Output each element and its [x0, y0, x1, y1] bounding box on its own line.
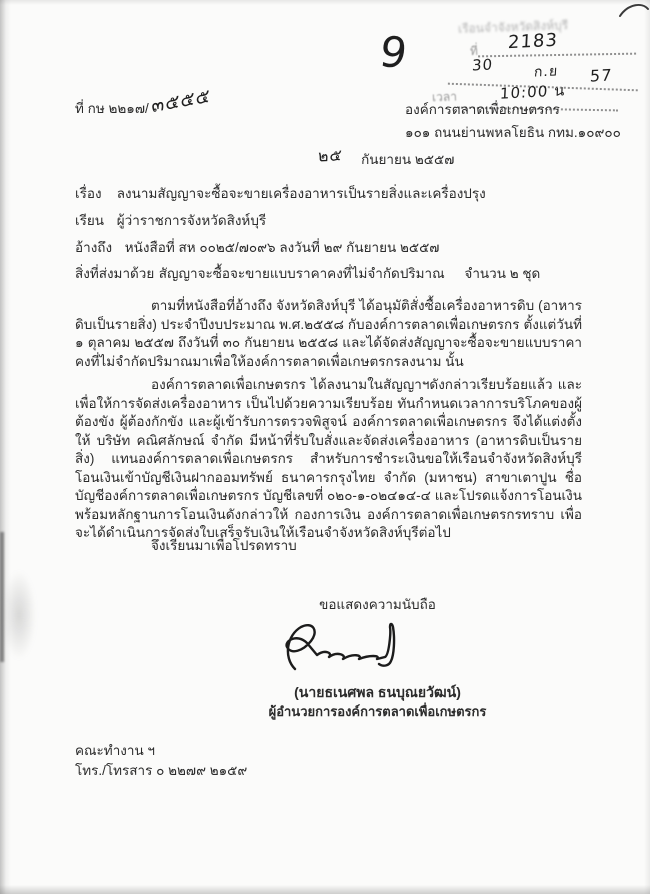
- enclosure-value: สัญญาจะซื้อจะขายแบบราคาคงที่ไม่จำกัดปริมาณ: [158, 266, 445, 281]
- org-name: องค์การตลาดเพื่อเกษตรกร: [405, 102, 560, 117]
- stamp-date-month: ก.ย: [533, 63, 559, 81]
- scan-shadow-left: [0, 0, 11, 894]
- sender-block: [405, 101, 621, 142]
- body-paragraph-1: ตามที่หนังสือที่อ้างถึง จังหวัดสิงห์บุรี ได้อนุมัติสั่งซื้อเครื่องอาหารดิบ (อาหารดิบเป็นรายสิ่ง) ประจำปีงบประมาณ พ.ศ.๒๕๕๘ กับองค์การตลาดเพื่อเกษตรกร ตั้งแต่วันที่ ๑ ตุลาคม ๒๕๕๗ ถึงวันที่ ๓๐ กันยายน ๒๕๕๘ และได้จัดส่งสัญญาจะซื้อจะขายแบบราคาคงที่ไม่จำกัดปริมาณมาเพื่อให้องค์การตลาดเพื่อเกษตรกรลงนาม นั้น: [75, 298, 582, 369]
- ref-no-line: [75, 84, 211, 118]
- stamp-no-value: 2183: [507, 29, 559, 54]
- scan-smudge: [2, 570, 36, 660]
- stamp-time-value: 10:00 น: [499, 81, 566, 103]
- page-mark-handwritten: 9: [376, 27, 412, 78]
- subject-value: ลงนามสัญญาจะซื้อจะขายเครื่องอาหารเป็นรายสิ่งและเครื่องปรุง: [116, 186, 486, 201]
- signer-name: (นายธเนศพล ธนบุณยวัฒน์): [294, 684, 461, 700]
- scan-shadow-right: [644, 0, 650, 894]
- reference-line: [75, 239, 439, 257]
- letter-date-line: [318, 147, 454, 172]
- reference-value: หนังสือที่ สห ๐๐๒๕/๗๐๙๖ ลงวันที่ ๒๙ กันยายน ๒๕๕๗: [124, 240, 440, 255]
- ref-no-printed: ที่ กษ ๒๒๑๗/: [75, 101, 149, 116]
- enclosure-count: จำนวน ๒ ชุด: [464, 266, 541, 281]
- org-address: ๑๐๑ ถนนย่านพหลโยธิน กทม.๑๐๙๐๐: [405, 125, 621, 140]
- signer-title: ผู้อำนวยการองค์การตลาดเพื่อเกษตรกร: [268, 704, 487, 719]
- stamp-time-label: เวลา: [431, 89, 458, 105]
- date-day-handwritten: ๒๕: [317, 145, 344, 166]
- to-label: เรียน: [75, 213, 105, 228]
- signature-block: [255, 596, 500, 721]
- to-line: [75, 212, 266, 230]
- salutation: ขอแสดงความนับถือ: [319, 597, 436, 612]
- scan-shadow-bottom: [0, 885, 650, 894]
- enclosure-line: [75, 265, 540, 283]
- subject-line: [75, 185, 486, 203]
- scan-shadow-top: [0, 0, 650, 5]
- subject-label: เรื่อง: [75, 186, 102, 201]
- body-paragraph-2: องค์การตลาดเพื่อเกษตรกร ได้ลงนามในสัญญาฯดังกล่าวเรียบร้อยแล้ว และเพื่อให้การจัดส่งเครื่องอาหาร เป็นไปด้วยความเรียบร้อย ทันกำหนดเวลาการบริโภคของผู้ต้องขัง ผู้ต้องกักขัง และผู้เข้ารับการตรวจพิสูจน์ องค์การตลาดเพื่อเกษตรกร จึงได้แต่งตั้งให้ บริษัท คณิศลักษณ์ จำกัด มีหน้าที่รับใบสั่งและจัดส่งเครื่องอาหาร (อาหารดิบเป็นรายสิ่ง) แทนองค์การตลาดเพื่อเกษตรกร สำหรับการชำระเงินขอให้เรือนจำจังหวัดสิงห์บุรี โอนเงินเข้าบัญชีเงินฝากออมทรัพย์ ธนาคารกรุงไทย จำกัด (มหาชน) สาขาเตาปูน ชื่อบัญชีองค์การตลาดเพื่อเกษตรกร บัญชีเลขที่ ๐๒๐-๑-๐๒๔๑๔-๔ และโปรดแจ้งการโอนเงินพร้อมหลักฐานการโอนเงินดังกล่าวให้ กองการเงิน องค์การตลาดเพื่อเกษตรกรทราบ เพื่อจะได้ดำเนินการจัดส่งใบเสร็จรับเงินให้เรือนจำจังหวัดสิงห์บุรีต่อไป: [75, 377, 582, 540]
- enclosure-label: สิ่งที่ส่งมาด้วย: [75, 266, 155, 281]
- ref-no-handwritten: ๓๕๕๕: [150, 84, 211, 118]
- stamp-date-year: 57: [589, 65, 613, 86]
- stamp-date-day: 30: [471, 55, 494, 75]
- stamp-dotted-line-1: [478, 43, 636, 58]
- footer-workgroup: คณะทำงาน ฯ: [75, 743, 156, 758]
- signature-icon: [273, 617, 423, 679]
- stamp-no-label: ที่: [469, 43, 479, 59]
- to-value: ผู้ว่าราชการจังหวัดสิงห์บุรี: [116, 213, 267, 228]
- stamp-office-line: เรือนจำจังหวัดสิงห์บุรี: [457, 18, 569, 36]
- footer-phone: โทร./โทรสาร ๐ ๒๒๗๙ ๒๑๕๙: [75, 763, 248, 778]
- reference-label: อ้างถึง: [75, 240, 113, 255]
- date-month-year: กันยายน ๒๕๕๗: [361, 152, 455, 167]
- footer-block: [75, 742, 247, 780]
- closing-line: จึงเรียนมาเพื่อโปรดทราบ: [151, 538, 297, 553]
